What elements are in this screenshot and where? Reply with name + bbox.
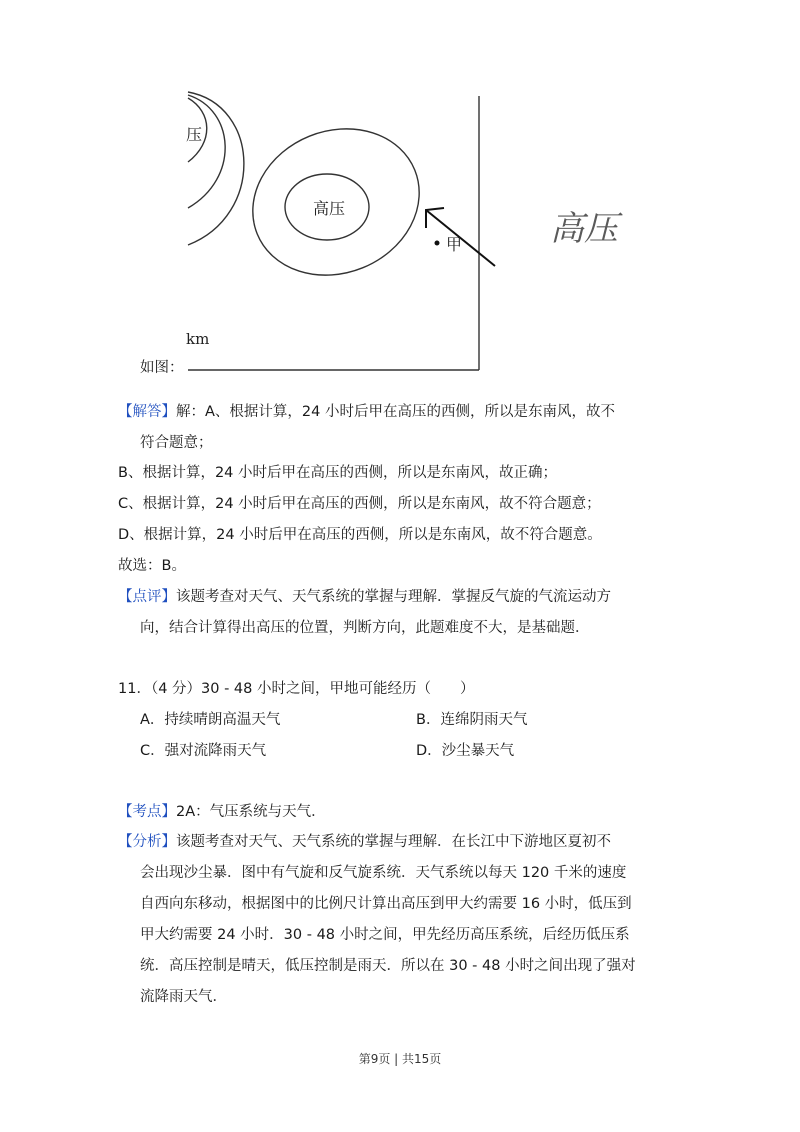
comment-line-1 bbox=[118, 587, 611, 607]
question-stem: 11．（4 分）30 - 48 小时之间，甲地可能经历（ ） bbox=[118, 681, 475, 697]
analysis-line-6: 流降雨天气． bbox=[140, 989, 227, 1005]
kaodian-line bbox=[118, 802, 326, 822]
kaodian-tag: 【考点】 bbox=[118, 804, 176, 820]
label-jia: 甲 bbox=[446, 235, 463, 254]
label-high-outside: 高压 bbox=[550, 209, 618, 249]
isobar-map-figure bbox=[140, 90, 640, 380]
comment-line-2: 向，结合计算得出高压的位置，判断方向，此题难度不大，是基础题． bbox=[140, 620, 590, 636]
analysis-line-3: 自西向东移动，根据图中的比例尺计算出高压到甲大约需要 16 小时，低压到 bbox=[140, 896, 632, 912]
answer-text-1: 解：A、根据计算，24 小时后甲在高压的西侧，所以是东南风，故不 bbox=[176, 404, 615, 420]
label-low-partial: 压 bbox=[186, 125, 203, 144]
analysis-text-1: 该题考查对天气、天气系统的掌握与理解．在长江中下游地区夏初不 bbox=[176, 834, 611, 850]
analysis-line-5: 统．高压控制是晴天，低压控制是雨天．所以在 30 - 48 小时之间出现了强对 bbox=[140, 958, 636, 974]
analysis-line-1 bbox=[118, 832, 611, 852]
answer-line-2: 符合题意； bbox=[140, 435, 213, 451]
answer-option-b: B、根据计算，24 小时后甲在高压的西侧，所以是东南风，故正确； bbox=[118, 465, 558, 481]
question-option-c: C．强对流降雨天气 bbox=[140, 743, 267, 759]
analysis-tag: 【分析】 bbox=[118, 834, 176, 850]
answer-option-c: C、根据计算，24 小时后甲在高压的西侧，所以是东南风，故不符合题意； bbox=[118, 496, 601, 512]
answer-line-1 bbox=[118, 402, 615, 422]
label-km-partial: km bbox=[186, 330, 210, 348]
answer-tag: 【解答】 bbox=[118, 404, 176, 420]
figure-caption: 如图： bbox=[140, 360, 184, 376]
isobar-low-arc-2 bbox=[188, 95, 225, 208]
comment-text-1: 该题考查对天气、天气系统的掌握与理解．掌握反气旋的气流运动方 bbox=[176, 589, 611, 605]
page-footer: 第9页 | 共15页 bbox=[358, 1052, 442, 1066]
question-option-a: A．持续晴朗高温天气 bbox=[140, 712, 281, 728]
label-high-inner: 高压 bbox=[313, 199, 346, 218]
question-option-b: B．连绵阴雨天气 bbox=[416, 712, 528, 728]
analysis-line-4: 甲大约需要 24 小时．30 - 48 小时之间，甲先经历高压系统，后经历低压系 bbox=[140, 927, 630, 943]
answer-choice: 故选：B。 bbox=[118, 558, 186, 574]
comment-tag: 【点评】 bbox=[118, 589, 176, 605]
question-option-d: D．沙尘暴天气 bbox=[416, 743, 515, 759]
point-jia-dot bbox=[435, 241, 440, 246]
analysis-line-2: 会出现沙尘暴．图中有气旋和反气旋系统．天气系统以每天 120 千米的速度 bbox=[140, 865, 627, 881]
kaodian-text: 2A：气压系统与天气． bbox=[176, 804, 326, 820]
answer-option-d: D、根据计算，24 小时后甲在高压的西侧，所以是东南风，故不符合题意。 bbox=[118, 527, 602, 543]
